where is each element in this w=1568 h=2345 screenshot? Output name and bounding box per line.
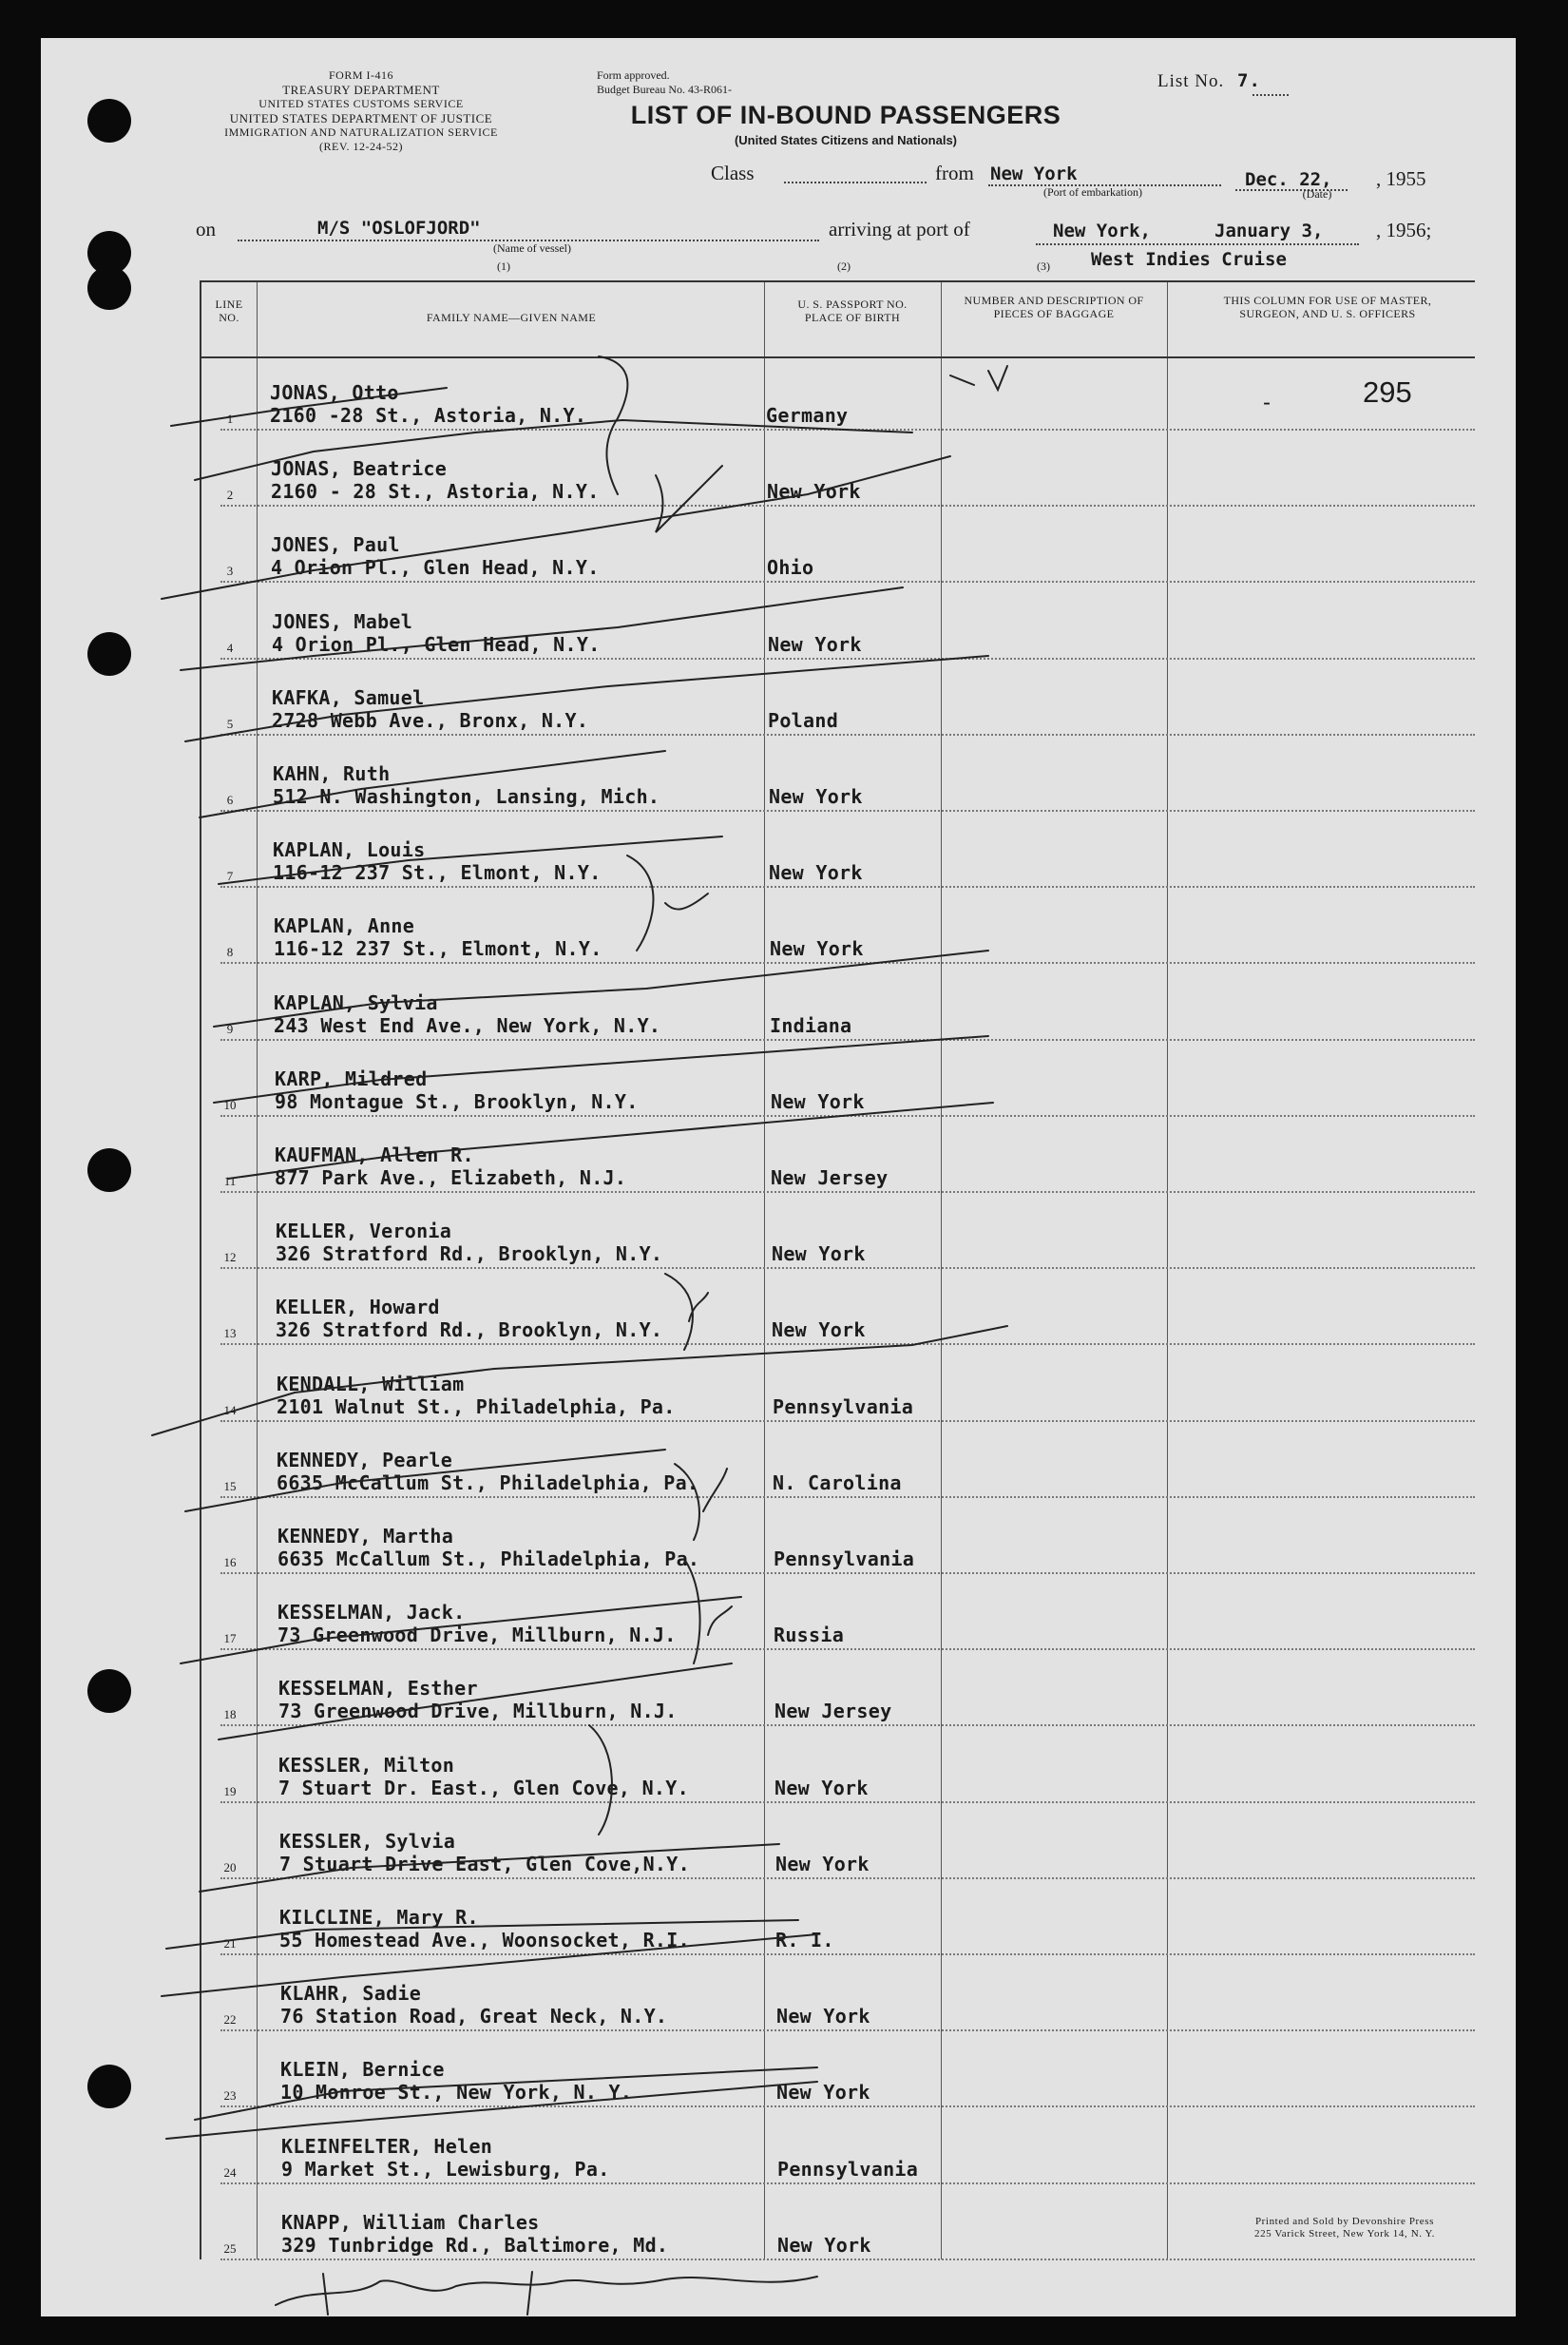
passenger-address: 326 Stratford Rd., Brooklyn, N.Y. <box>276 1318 663 1342</box>
printer-line-1: Printed and Sold by Devonshire Press <box>1254 2216 1435 2227</box>
revision: (REV. 12-24-52) <box>319 140 403 153</box>
justice-dept: UNITED STATES DEPARTMENT OF JUSTICE <box>229 111 493 125</box>
line-number: 8 <box>226 945 234 960</box>
line-number: 7 <box>226 869 234 884</box>
line-number: 24 <box>223 2164 237 2180</box>
passenger-address: 6635 McCallum St., Philadelphia, Pa. <box>277 1470 699 1494</box>
line-number: 22 <box>223 2012 237 2028</box>
passenger-address: 6635 McCallum St., Philadelphia, Pa. <box>277 1547 700 1570</box>
birth-place: Germany <box>766 404 849 427</box>
cruise-name: West Indies Cruise <box>1091 249 1287 270</box>
passenger-address: 2728 Webb Ave., Bronx, N.Y. <box>272 708 589 732</box>
birth-place: New York <box>777 2233 871 2257</box>
line-number: 21 <box>223 1936 237 1951</box>
line-number: 10 <box>223 1097 237 1112</box>
passenger-name: KLEIN, Bernice <box>280 2058 445 2082</box>
passenger-name: KNAPP, William Charles <box>281 2210 540 2234</box>
birth-place: New York <box>776 2005 870 2028</box>
passenger-address: 326 Stratford Rd., Brooklyn, N.Y. <box>276 1242 663 1266</box>
passenger-address: 116-12 237 St., Elmont, N.Y. <box>273 861 602 885</box>
passenger-name: KLAHR, Sadie <box>280 1982 422 2006</box>
passenger-name: KENDALL, William <box>277 1372 465 1395</box>
line-number: 12 <box>223 1250 237 1265</box>
line-number: 19 <box>223 1783 237 1798</box>
birth-place: New York <box>772 1318 866 1342</box>
passenger-name: JONES, Paul <box>271 533 400 557</box>
passenger-name: KAUFMAN, Allen R. <box>275 1144 474 1166</box>
birth-place: New Jersey <box>774 1700 892 1723</box>
passenger-address: 2101 Walnut St., Philadelphia, Pa. <box>277 1394 676 1418</box>
line-number: 11 <box>223 1174 237 1188</box>
birth-place: New York <box>776 2081 870 2105</box>
line-number: 2 <box>226 488 234 503</box>
passenger-name: KAFKA, Samuel <box>272 685 425 709</box>
page-subtitle: (United States Citizens and Nationals) <box>734 133 958 147</box>
passenger-name: KAPLAN, Sylvia <box>274 990 438 1014</box>
passenger-address: 116-12 237 St., Elmont, N.Y. <box>274 937 602 961</box>
departure-date: Dec. 22, <box>1245 169 1332 190</box>
passenger-name: KELLER, Veronia <box>276 1220 452 1243</box>
line-number: 13 <box>223 1326 237 1341</box>
birth-place: New York <box>771 1089 865 1113</box>
department: TREASURY DEPARTMENT <box>282 83 440 97</box>
line-number: 16 <box>223 1555 237 1569</box>
birth-place: Pennsylvania <box>773 1394 914 1418</box>
caption-2: (2) <box>837 259 851 273</box>
arrival-date: January 3, <box>1214 221 1324 241</box>
passenger-address: 7 Stuart Drive East, Glen Cove,N.Y. <box>279 1852 690 1875</box>
col-header-line-no: LINE NO. <box>215 298 243 324</box>
birth-place: N. Carolina <box>773 1470 902 1494</box>
passenger-address: 9 Market St., Lewisburg, Pa. <box>281 2157 610 2181</box>
passenger-address: 55 Homestead Ave., Woonsocket, R.I. <box>279 1929 690 1951</box>
passenger-name: KARP, Mildred <box>275 1067 428 1090</box>
officer-note-dash: - <box>1263 390 1271 415</box>
col-header-baggage: NUMBER AND DESCRIPTION OF PIECES OF BAGGAGE <box>964 294 1144 320</box>
passenger-name: KLEINFELTER, Helen <box>281 2134 493 2158</box>
passenger-name: KENNEDY, Martha <box>277 1525 454 1547</box>
embarkation-port: New York <box>990 163 1078 184</box>
col-header-passport: U. S. PASSPORT NO. PLACE OF BIRTH <box>797 298 908 324</box>
passenger-name: KAPLAN, Louis <box>273 838 426 862</box>
date-caption: (Date) <box>1302 187 1332 201</box>
passenger-address: 10 Monroe St., New York, N. Y. <box>280 2081 633 2105</box>
passenger-address: 7 Stuart Dr. East., Glen Cove, N.Y. <box>278 1776 689 1799</box>
passenger-name: JONAS, Otto <box>270 381 399 404</box>
line-number: 18 <box>223 1707 237 1722</box>
passenger-address: 329 Tunbridge Rd., Baltimore, Md. <box>281 2233 669 2257</box>
birth-place: Pennsylvania <box>774 1547 915 1570</box>
passenger-address: 4 Orion Pl., Glen Head, N.Y. <box>272 632 601 656</box>
printer-line-2: 225 Varick Street, New York 14, N. Y. <box>1253 2228 1436 2239</box>
service: UNITED STATES CUSTOMS SERVICE <box>258 97 464 110</box>
caption-1: (1) <box>497 259 510 273</box>
approval-text: Form approved. <box>597 68 670 82</box>
passenger-address: 877 Park Ave., Elizabeth, N.J. <box>275 1166 627 1189</box>
arrival-port: New York, <box>1053 221 1151 241</box>
birth-place: New York <box>768 632 862 656</box>
passenger-address: 73 Greenwood Drive, Millburn, N.J. <box>277 1624 677 1647</box>
arrival-year: , 1956; <box>1376 219 1432 241</box>
class-label: Class <box>711 162 755 184</box>
passenger-name: KAHN, Ruth <box>273 762 391 785</box>
passenger-address: 76 Station Road, Great Neck, N.Y. <box>280 2005 668 2028</box>
line-number: 20 <box>223 1859 237 1874</box>
birth-place: New Jersey <box>771 1166 889 1189</box>
line-number: 5 <box>226 716 234 731</box>
on-label: on <box>196 218 216 240</box>
birth-place: New York <box>775 1852 870 1875</box>
passenger-name: KENNEDY, Pearle <box>277 1448 453 1471</box>
birth-place: Pennsylvania <box>777 2157 919 2181</box>
birth-place: New York <box>774 1776 869 1799</box>
list-number-label: List No. <box>1157 71 1225 91</box>
line-number: 4 <box>226 640 234 655</box>
passenger-address: 4 Orion Pl., Glen Head, N.Y. <box>271 556 600 580</box>
passenger-address: 98 Montague St., Brooklyn, N.Y. <box>275 1089 639 1113</box>
passenger-address: 73 Greenwood Drive, Millburn, N.J. <box>278 1700 678 1723</box>
passenger-name: JONAS, Beatrice <box>271 457 448 481</box>
line-number: 14 <box>223 1402 237 1417</box>
vessel-name: M/S "OSLOFJORD" <box>317 218 481 239</box>
line-number: 23 <box>223 2088 237 2104</box>
birth-place: Poland <box>768 708 839 732</box>
passenger-address: 512 N. Washington, Lansing, Mich. <box>273 785 660 808</box>
passenger-address: 2160 -28 St., Astoria, N.Y. <box>270 404 587 427</box>
passenger-address: 2160 - 28 St., Astoria, N.Y. <box>271 480 600 504</box>
birth-place: R. I. <box>775 1929 834 1951</box>
line-number: 25 <box>223 2240 237 2256</box>
line-number: 17 <box>223 1631 237 1646</box>
line-number: 15 <box>223 1478 237 1493</box>
list-number-value: 7. <box>1237 70 1261 91</box>
page-title: LIST OF IN-BOUND PASSENGERS <box>630 101 1061 129</box>
birth-place: New York <box>767 480 861 504</box>
vessel-caption: (Name of vessel) <box>493 241 571 255</box>
caption-3: (3) <box>1037 259 1050 273</box>
col-header-family-name: FAMILY NAME—GIVEN NAME <box>426 311 597 324</box>
birth-place: New York <box>769 785 863 808</box>
form-number: FORM I-416 <box>328 68 393 82</box>
passenger-address: 243 West End Ave., New York, N.Y. <box>274 1013 661 1037</box>
officer-note-number: 295 <box>1363 375 1412 409</box>
col-header-officers: THIS COLUMN FOR USE OF MASTER, SURGEON, AND U. S. OFFICERS <box>1223 294 1432 320</box>
arriving-label: arriving at port of <box>829 218 970 240</box>
passenger-name: KESSELMAN, Jack. <box>277 1601 466 1624</box>
line-number: 6 <box>226 793 234 807</box>
passenger-name: KELLER, Howard <box>276 1296 440 1319</box>
ins: IMMIGRATION AND NATURALIZATION SERVICE <box>224 125 498 139</box>
departure-year: , 1955 <box>1376 167 1426 190</box>
embarkation-caption: (Port of embarkation) <box>1043 185 1142 199</box>
budget-text: Budget Bureau No. 43-R061- <box>597 83 732 96</box>
birth-place: Ohio <box>767 556 814 580</box>
passenger-name: KAPLAN, Anne <box>274 914 415 938</box>
birth-place: Indiana <box>770 1013 852 1037</box>
line-number: 3 <box>226 564 234 579</box>
passenger-name: KESSLER, Milton <box>278 1753 455 1777</box>
passenger-name: KESSELMAN, Esther <box>278 1677 478 1701</box>
from-label: from <box>935 162 974 184</box>
line-number: 9 <box>226 1021 234 1036</box>
passenger-name: JONES, Mabel <box>272 609 413 633</box>
passenger-name: KESSLER, Sylvia <box>279 1829 456 1853</box>
line-number: 1 <box>226 412 234 426</box>
printer-imprint <box>1207 2216 1482 2240</box>
birth-place: Russia <box>774 1624 845 1647</box>
passenger-name: KILCLINE, Mary R. <box>279 1906 479 1929</box>
birth-place: New York <box>769 861 863 885</box>
birth-place: New York <box>770 937 864 961</box>
birth-place: New York <box>772 1242 866 1266</box>
